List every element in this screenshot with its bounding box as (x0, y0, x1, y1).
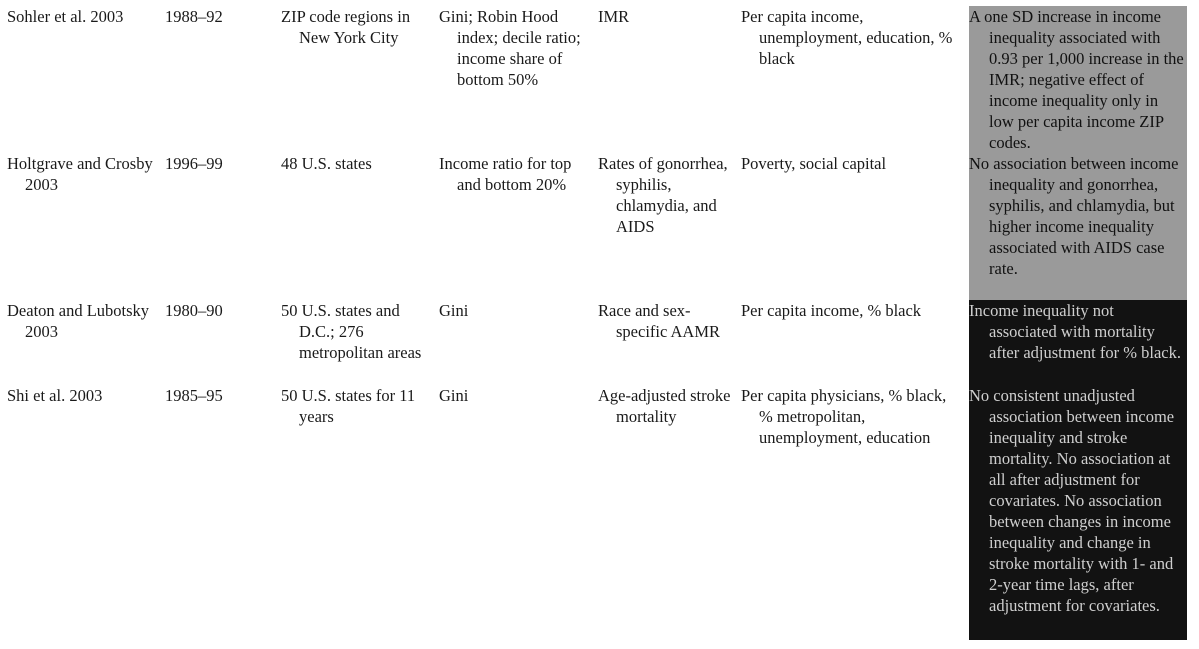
period-cell: 1985–95 (165, 386, 223, 405)
covariates-cell: Per capita income, unemployment, education, % black (741, 7, 953, 68)
table-row (0, 300, 1199, 385)
units-cell: 50 U.S. states and D.C.; 276 metropolitan areas (281, 301, 422, 362)
findings-cell: A one SD increase in income inequality associated with 0.93 per 1,000 increase in the IMR; negative effect of income inequality only in low per capita income ZIP codes. (969, 6, 1187, 153)
covariates-cell: Poverty, social capital (741, 154, 887, 173)
study-cell: Shi et al. 2003 (7, 386, 103, 405)
findings-cell: No consistent unadjusted association between income inequality and stroke mortality. No association at all after adjustment for covariates. No association between changes in income inequality and change in stroke mortality with 1- and 2-year time lags, after adjustment for covariates. (969, 385, 1187, 640)
findings-cell: No association between income inequality and gonorrhea, syphilis, and chlamydia, but higher income inequality associated with AIDS case rate. (969, 153, 1187, 300)
inequality-measure-cell: Gini; Robin Hood index; decile ratio; income share of bottom 50% (439, 7, 581, 89)
inequality-measure-cell: Gini (439, 386, 469, 405)
outcome-cell: Age-adjusted stroke mortality (598, 386, 731, 426)
table-row (0, 6, 1199, 153)
outcome-cell: IMR (598, 7, 630, 26)
table-row (0, 385, 1199, 640)
period-cell: 1996–99 (165, 154, 223, 173)
period-cell: 1980–90 (165, 301, 223, 320)
study-cell: Deaton and Lubotsky 2003 (7, 301, 150, 341)
table-row (0, 153, 1199, 300)
covariates-cell: Per capita income, % black (741, 301, 922, 320)
period-cell: 1988–92 (165, 7, 223, 26)
units-cell: ZIP code regions in New York City (281, 7, 411, 47)
inequality-measure-cell: Income ratio for top and bottom 20% (439, 154, 572, 194)
outcome-cell: Rates of gonorrhea, syphilis, chlamydia, and AIDS (598, 154, 728, 236)
study-cell: Sohler et al. 2003 (7, 7, 124, 26)
covariates-cell: Per capita physicians, % black, % metropolitan, unemployment, education (741, 386, 947, 447)
outcome-cell: Race and sex-specific AAMR (598, 301, 721, 341)
findings-cell: Income inequality not associated with mortality after adjustment for % black. (969, 300, 1187, 385)
units-cell: 48 U.S. states (281, 154, 372, 173)
inequality-measure-cell: Gini (439, 301, 469, 320)
study-cell: Holtgrave and Crosby 2003 (7, 154, 153, 194)
units-cell: 50 U.S. states for 11 years (281, 386, 416, 426)
